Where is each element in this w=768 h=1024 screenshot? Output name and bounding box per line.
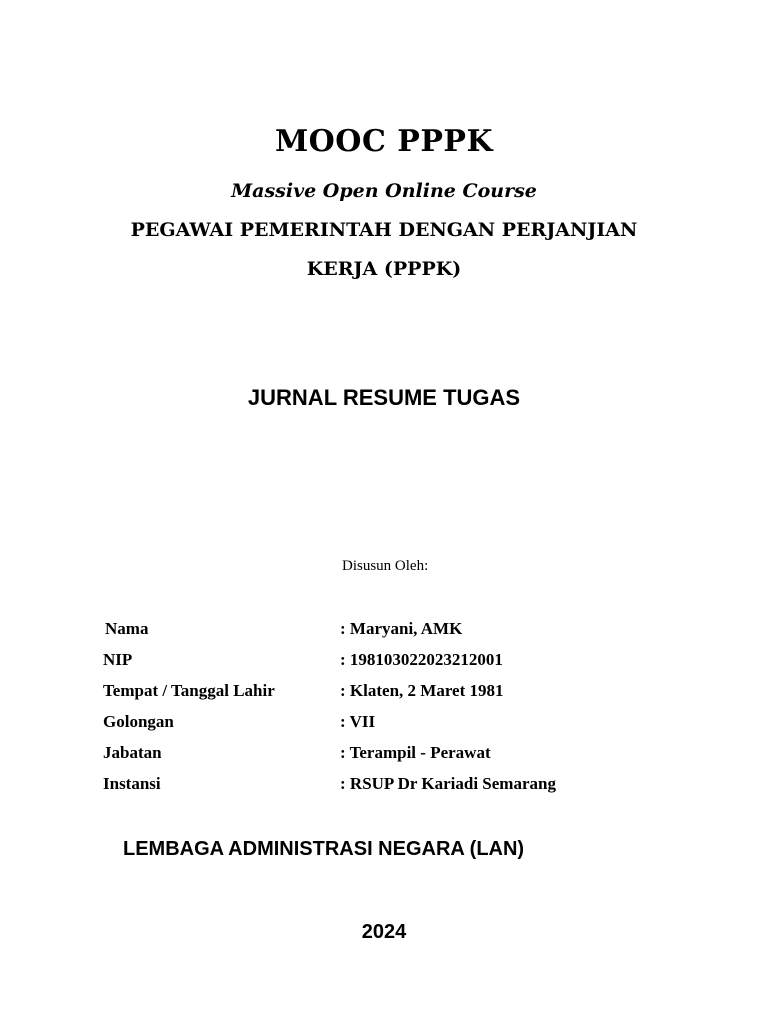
info-label: Jabatan bbox=[103, 743, 162, 762]
document-heading: JURNAL RESUME TUGAS bbox=[247, 385, 521, 410]
info-label: NIP bbox=[103, 650, 133, 669]
info-label: Instansi bbox=[103, 774, 161, 793]
info-value: : Klaten, 2 Maret 1981 bbox=[340, 681, 504, 700]
prepared-by-label: Disusun Oleh: bbox=[342, 558, 429, 574]
info-value: : 198103022023212001 bbox=[340, 650, 503, 669]
info-value: : RSUP Dr Kariadi Semarang bbox=[340, 774, 556, 793]
course-subtitle: Massive Open Online Course bbox=[231, 180, 537, 202]
document-year: 2024 bbox=[361, 921, 407, 943]
info-label: Golongan bbox=[103, 712, 174, 731]
info-value: : Maryani, AMK bbox=[340, 619, 463, 638]
page-title: MOOC PPPK bbox=[274, 124, 494, 159]
info-value: : VII bbox=[340, 712, 376, 731]
info-value: : Terampil - Perawat bbox=[340, 743, 491, 762]
program-name-line-1: PEGAWAI PEMERINTAH DENGAN PERJANJIAN bbox=[130, 219, 638, 241]
info-label: Tempat / Tanggal Lahir bbox=[103, 681, 275, 700]
program-name-line-2: KERJA (PPPK) bbox=[306, 258, 462, 280]
info-label: Nama bbox=[105, 619, 149, 638]
institution-name: LEMBAGA ADMINISTRASI NEGARA (LAN) bbox=[123, 838, 525, 860]
